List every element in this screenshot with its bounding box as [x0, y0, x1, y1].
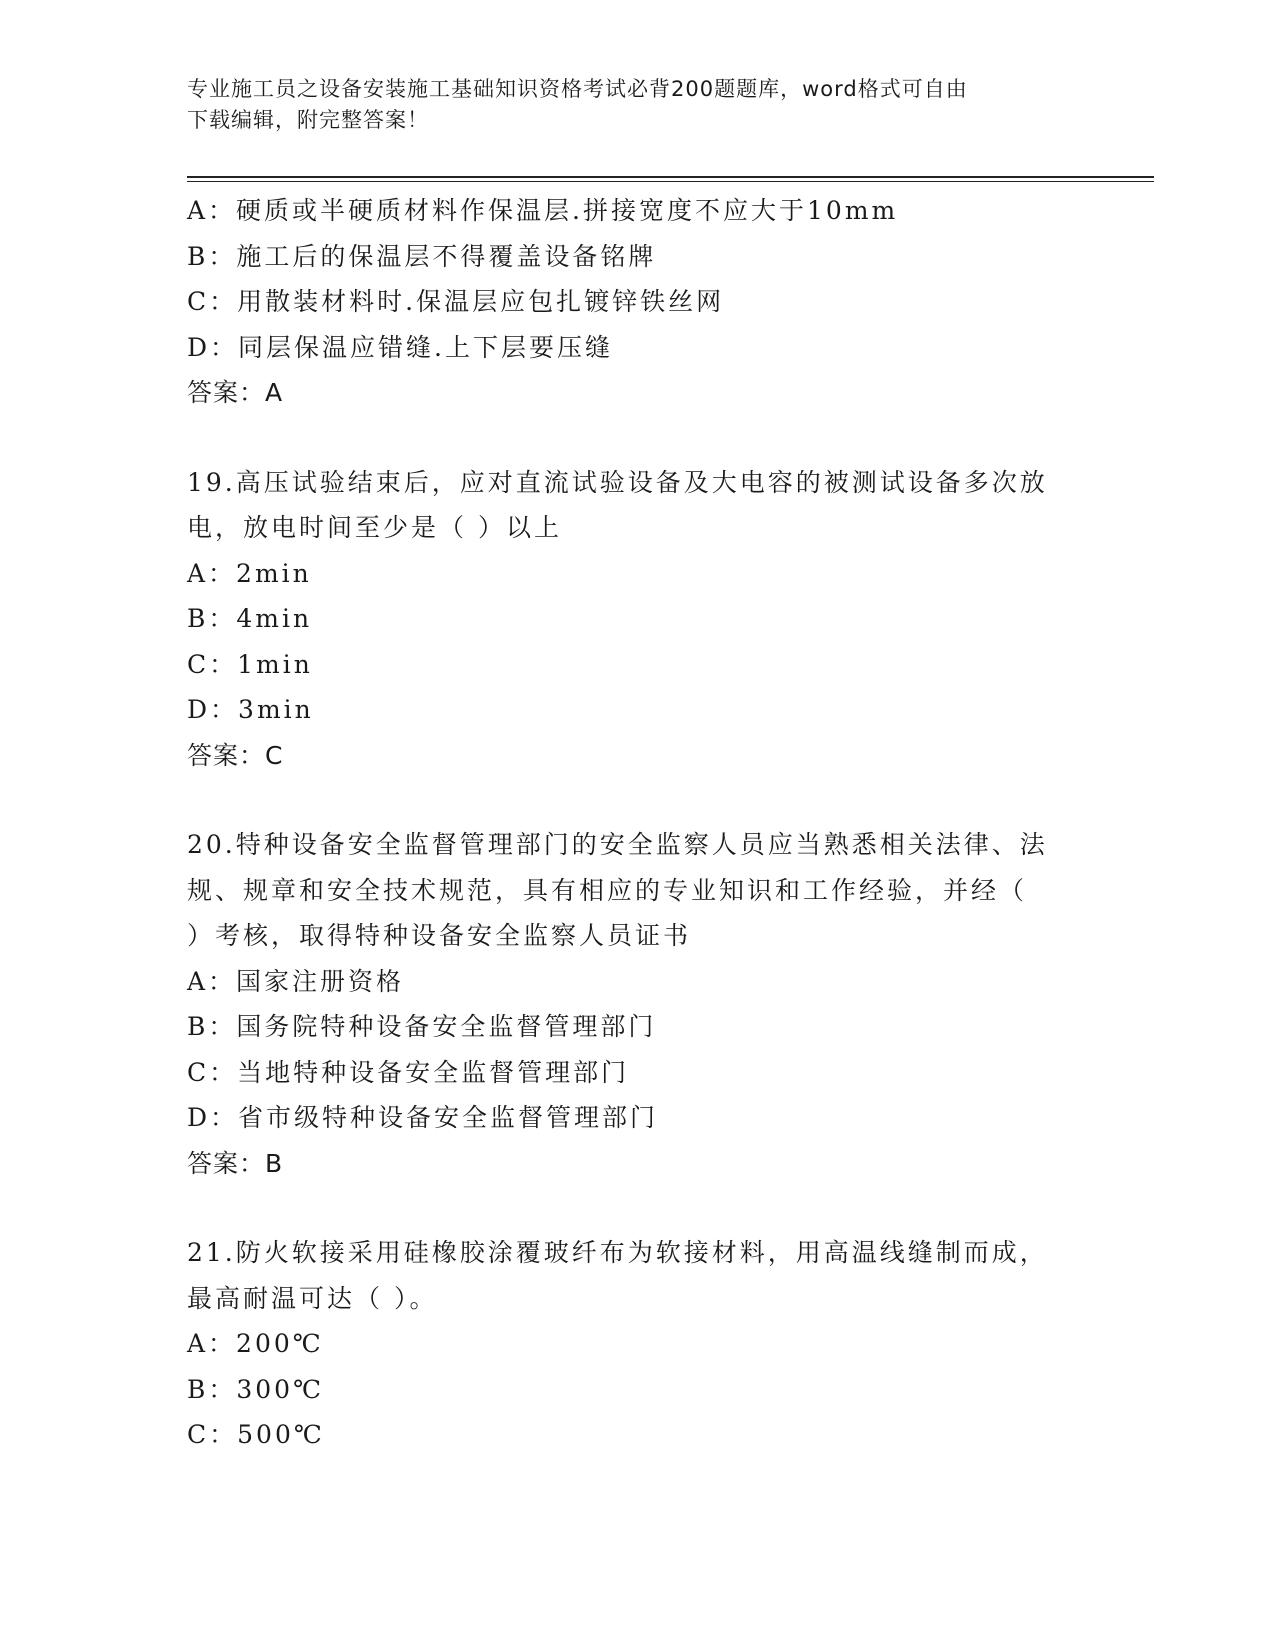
option-d: D：3min — [187, 695, 314, 724]
header-rule-thin — [187, 181, 1154, 182]
option-c: C：1min — [187, 649, 313, 679]
question-stem-line: ）考核，取得特种设备安全监察人员证书 — [187, 921, 692, 950]
answer: 答案：B — [187, 1148, 284, 1178]
question-list — [187, 188, 1107, 1458]
option-c: C：用散装材料时.保温层应包扎镀锌铁丝网 — [187, 287, 725, 316]
question-block-18 — [187, 188, 1107, 416]
answer: 答案：C — [187, 740, 284, 770]
question-stem-line: 规、规章和安全技术规范，具有相应的专业知识和工作经验，并经（ — [187, 875, 1028, 905]
question-block-19 — [187, 460, 1107, 779]
question-stem-line: 19.高压试验结束后，应对直流试验设备及大电容的被测试设备多次放 — [187, 467, 1048, 497]
answer: 答案：A — [187, 378, 284, 407]
option-d: D：省市级特种设备安全监督管理部门 — [187, 1103, 659, 1132]
option-b: B：4min — [187, 604, 313, 633]
option-b: B：施工后的保温层不得覆盖设备铭牌 — [187, 241, 657, 271]
option-d: D：同层保温应错缝.上下层要压缝 — [187, 332, 613, 362]
question-block-21 — [187, 1230, 1107, 1458]
option-b: B：国务院特种设备安全监督管理部门 — [187, 1012, 657, 1041]
question-stem-line: 21.防火软接采用硅橡胶涂覆玻纤布为软接材料，用高温线缝制而成， — [187, 1238, 1048, 1267]
option-a: A：200℃ — [187, 1329, 324, 1358]
header-rule-thick — [187, 176, 1154, 178]
option-c: C：当地特种设备安全监督管理部门 — [187, 1057, 630, 1087]
question-stem-line: 20.特种设备安全监督管理部门的安全监察人员应当熟悉相关法律、法 — [187, 830, 1048, 859]
question-block-20 — [187, 822, 1107, 1186]
option-a: A：2min — [187, 558, 312, 588]
option-c: C：500℃ — [187, 1420, 325, 1449]
option-a: A：硬质或半硬质材料作保温层.拼接宽度不应大于10mm — [187, 196, 899, 225]
option-a: A：国家注册资格 — [187, 966, 405, 996]
option-b: B：300℃ — [187, 1374, 325, 1404]
question-stem-line: 电，放电时间至少是（ ）以上 — [187, 513, 562, 542]
question-stem-line: 最高耐温可达（ ）。 — [187, 1283, 438, 1313]
header-line-2: 下载编辑，附完整答案！ — [187, 108, 429, 132]
document-header — [187, 74, 1067, 136]
header-line-1: 专业施工员之设备安装施工基础知识资格考试必背200题题库，word格式可自由 — [187, 77, 968, 101]
